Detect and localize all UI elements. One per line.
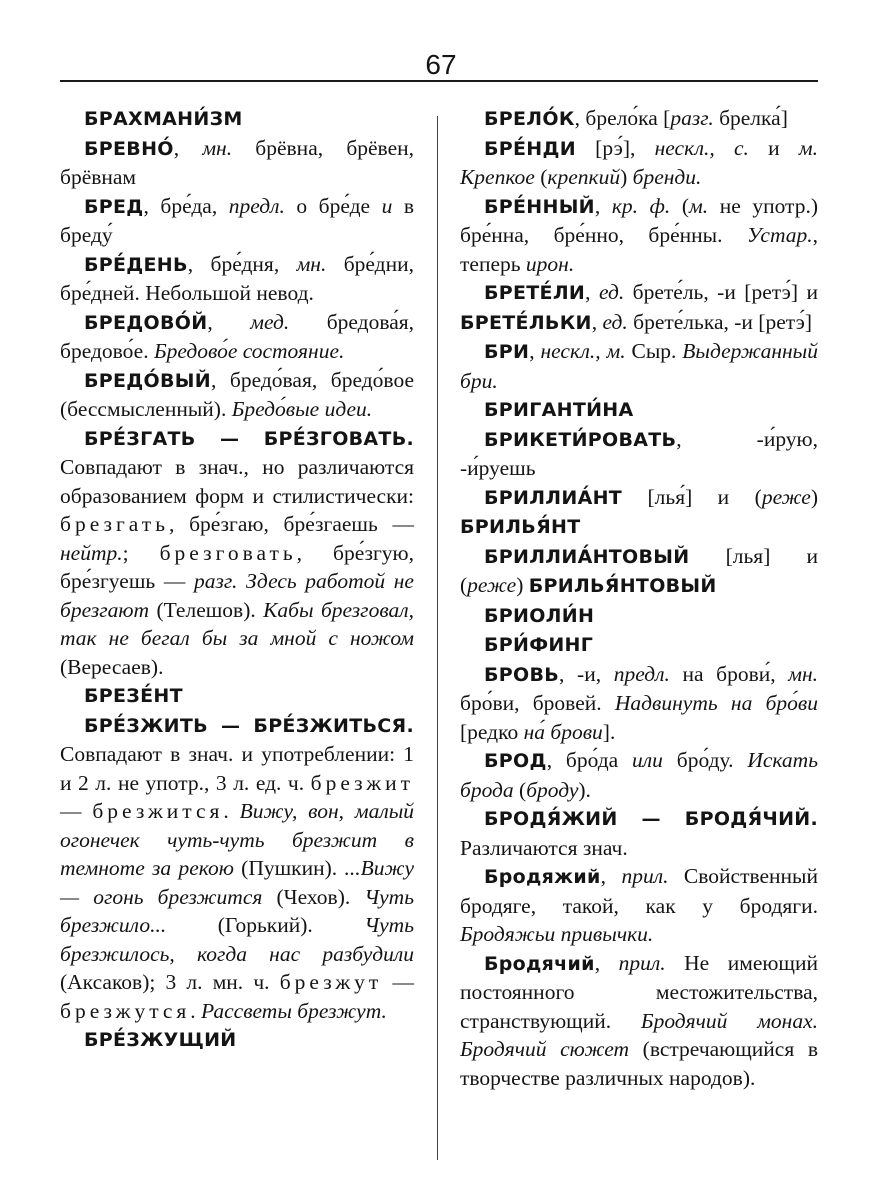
italic-text: нейтр. <box>60 540 123 565</box>
headword: БРЕ́ЗЖИТЬ — БРЕ́ЗЖИТЬСЯ. <box>84 714 414 737</box>
entry-text: Совпадают в знач., но различаются образованием форм и стилистически: <box>60 455 414 508</box>
dictionary-entry <box>60 681 414 711</box>
italic-text: нескл., м. <box>540 339 626 363</box>
italic-text: и <box>381 193 393 218</box>
entry-text: , <box>207 309 251 334</box>
dictionary-entry <box>460 862 818 949</box>
italic-text: Бредово́е состояние. <box>153 339 345 363</box>
italic-text: на́ брови <box>523 719 603 744</box>
entry-text: брёвна, брёвен, брёвнам <box>60 135 414 189</box>
italic-text: ирон. <box>525 251 575 276</box>
italic-text: Кабы брезговал, так не бегал бы за мной с ножом <box>60 597 415 650</box>
italic-text: мн. <box>202 135 233 160</box>
headword: БРЕТЕ́ЛИ <box>484 282 586 304</box>
entry-text: , <box>529 339 541 363</box>
page-number: 67 <box>425 49 457 80</box>
entry-text: бро́ду. <box>662 748 748 772</box>
entry-text: , -и́рую, -и́руешь <box>460 426 818 480</box>
entry-text: , <box>173 135 203 160</box>
entry-text: , бре́дня, <box>187 251 297 276</box>
dictionary-entry <box>60 192 414 250</box>
headword: БРОВЬ <box>484 663 560 686</box>
italic-text: Выдержанный бри. <box>460 339 818 393</box>
dictionary-entry <box>460 804 818 862</box>
entry-text: (Горький). <box>166 913 365 937</box>
italic-text: ед. <box>598 280 625 304</box>
entry-text: , <box>594 193 612 218</box>
italic-text: разг. Здесь работой не брезгают <box>60 569 414 622</box>
headword: БРЕ́НДИ <box>484 137 576 160</box>
entry-text: ). <box>578 777 591 802</box>
entry-text: , -и, <box>559 661 614 686</box>
dictionary-entry <box>460 425 818 483</box>
dictionary-entry <box>460 630 818 660</box>
spaced-text: брезжут <box>279 970 383 994</box>
entry-text: (Телешов). <box>149 597 264 622</box>
entry-text: Совпадают в знач. и употреблении: 1 и 2 л. не употр., 3 л. ед. ч. <box>60 742 414 795</box>
entry-text: , <box>600 864 622 888</box>
italic-text: Чуть брезжилось, когда нас разбудили <box>60 913 414 966</box>
headword: БРЕ́ЗГАТЬ — БРЕ́ЗГОВАТЬ. <box>84 427 414 450</box>
headword: БРАХМАНИ́ЗМ <box>84 108 243 130</box>
entry-text: ( <box>534 165 548 189</box>
italic-text: мед. <box>250 309 290 334</box>
headword: БРИЛЬЯ́НТОВЫЙ <box>528 575 717 597</box>
italic-text: крепкий <box>547 165 621 189</box>
headword: БРИОЛИ́Н <box>484 604 595 627</box>
header-rule <box>60 80 818 82</box>
entry-text: , бредо́вая, бредо́вое (бессмысленный). <box>60 367 414 421</box>
left-column <box>60 104 414 1055</box>
italic-text: мн. <box>788 661 818 686</box>
italic-text: предл. <box>613 661 670 686</box>
entry-text: . <box>190 998 202 1023</box>
headword: БРЕЗЕ́НТ <box>84 685 183 707</box>
entry-text: ) <box>516 573 529 597</box>
spaced-text: брезжутся <box>60 998 191 1023</box>
headword: БРЕТЕ́ЛЬКИ <box>460 311 592 334</box>
dictionary-entry <box>460 104 818 134</box>
spaced-text: брезжит <box>310 770 414 795</box>
entry-text: (Чехов). <box>262 884 365 909</box>
entry-text: в бреду́ <box>60 193 414 247</box>
entry-text: бре́дни, бре́дней. Небольшой невод. <box>60 251 414 305</box>
italic-text: Надвинуть на бро́ви <box>614 691 818 715</box>
spaced-text: брезгать <box>60 512 169 536</box>
entry-text: ]. <box>602 719 616 744</box>
entry-text: — <box>382 970 414 994</box>
dictionary-entry <box>60 424 414 682</box>
italic-text: м. <box>689 193 709 218</box>
italic-text: Бродячий монах. Бродячий сюжет <box>460 1008 818 1061</box>
italic-text: ед. <box>602 309 628 334</box>
dictionary-entry <box>460 337 818 395</box>
entry-text: ( <box>513 777 527 802</box>
entry-text: Свойственный бродяге, такой, как у бродяги. <box>460 864 819 918</box>
headword: БРЕВНО́ <box>84 137 174 160</box>
entry-text: о бре́де <box>284 193 382 218</box>
headword: БРИКЕТИ́РОВАТЬ <box>484 428 677 451</box>
entry-text: . <box>223 799 240 823</box>
right-column <box>460 104 818 1092</box>
headword: БРЕДО́ВЫЙ <box>84 369 211 392</box>
entry-text: ) <box>620 165 633 189</box>
entry-text: , теперь <box>460 223 818 276</box>
entry-text: брете́лька, -и [ретэ́] <box>627 309 813 334</box>
italic-text: Бродяжьи привычки. <box>460 922 654 946</box>
spaced-text: брезжится <box>92 799 224 823</box>
entry-text: на брови́, <box>669 661 789 686</box>
headword: БРИГАНТИ́НА <box>484 399 634 421</box>
entry-text: [рэ́], <box>575 135 655 160</box>
dictionary-entry <box>460 746 818 804</box>
headword: БРЕЛО́К <box>484 108 575 130</box>
dictionary-entry <box>60 1025 414 1055</box>
entry-text: бро́ви, бровей. <box>460 691 615 715</box>
entry-text: (Вересаев). <box>60 654 164 679</box>
headword: БРОДЯ́ЖИЙ — БРОДЯ́ЧИЙ. <box>484 808 818 830</box>
entry-text: Различаются знач. <box>460 835 628 860</box>
headword: БРЕДОВО́Й <box>84 311 208 334</box>
italic-text: м. Крепкое <box>460 135 818 189</box>
entry-text: ) <box>810 484 818 509</box>
dictionary-entry <box>60 308 414 366</box>
italic-text: кр. ф. <box>611 193 671 218</box>
italic-text: реже <box>467 573 517 597</box>
dictionary-entry <box>60 134 414 192</box>
italic-text: прил. <box>618 950 666 975</box>
headword: БРИЛЛИА́НТОВЫЙ <box>484 545 690 568</box>
dictionary-entry <box>60 250 414 308</box>
dictionary-entry <box>460 601 818 631</box>
entry-text: , брело́ка [ <box>574 106 671 130</box>
headword: БРЕ́ДЕНЬ <box>84 253 188 276</box>
entry-text: , <box>594 950 619 975</box>
italic-text: Рассветы брезжут. <box>201 998 387 1023</box>
italic-text: ...Вижу — огонь брезжится <box>60 856 414 909</box>
entry-text: [лья] и ( <box>460 543 818 597</box>
headword: БРИЛЬЯ́НТ <box>460 516 581 538</box>
dictionary-entry <box>460 134 818 192</box>
dictionary-entry <box>460 542 818 601</box>
dictionary-entry <box>460 278 818 337</box>
headword: БРИЛЛИА́НТ <box>484 486 623 509</box>
entry-text: (встречающийся в творчестве различных народов). <box>460 1037 818 1090</box>
entry-text: ( <box>670 193 690 218</box>
headword: БРЕ́ЗЖУЩИЙ <box>84 1029 237 1051</box>
italic-text: Устар. <box>746 223 813 247</box>
entry-text: [редко <box>460 719 524 744</box>
entry-text: , <box>591 309 603 334</box>
italic-text: Искать брода <box>460 748 818 802</box>
italic-text: разг. <box>670 106 714 130</box>
headword: БРЕ́ННЫЙ <box>484 195 595 218</box>
dictionary-entry <box>460 483 818 542</box>
italic-text: прил. <box>621 864 669 888</box>
headword: БРЕД <box>84 195 144 218</box>
dictionary-entry <box>60 711 414 1026</box>
italic-text: Бредо́вые идеи. <box>231 397 373 421</box>
italic-text: Вижу, вон, малый огонечек чуть-чуть брезжит в темноте за рекою <box>60 799 415 880</box>
italic-text: или <box>632 748 663 772</box>
italic-text: предл. <box>228 193 285 218</box>
entry-text: [лья́] и ( <box>622 484 762 509</box>
headword: БРОД <box>484 750 547 772</box>
dictionary-entry <box>460 395 818 425</box>
entry-text: и <box>748 135 799 160</box>
entry-text: Не имеющий постоянного местожительства, странствующий. <box>460 950 819 1033</box>
dictionary-entry <box>60 366 414 424</box>
entry-text: ; <box>122 540 160 565</box>
column-divider <box>437 116 438 1160</box>
entry-text: , бро́да <box>546 748 633 772</box>
italic-text: броду <box>526 777 579 802</box>
entry-text: не употр.) бре́нна, бре́нно, бре́нны. <box>460 193 819 247</box>
italic-text: реже <box>761 484 811 509</box>
entry-text: , бре́згую, бре́згуешь — <box>60 540 414 593</box>
headword: Бродячий <box>484 952 595 975</box>
italic-text: Чуть брезжило... <box>60 884 414 937</box>
entry-text: Сыр. <box>625 339 683 363</box>
entry-text: брелка́] <box>713 106 788 130</box>
entry-text: брете́ль, -и [ретэ́] и <box>624 280 818 304</box>
entry-text: (Пушкин). <box>233 856 345 880</box>
entry-text: , бре́згаю, бре́згаешь — <box>169 512 414 536</box>
italic-text: мн. <box>296 251 327 276</box>
italic-text: бренди. <box>632 165 702 189</box>
headword: БРИ <box>484 341 530 363</box>
dictionary-entry <box>460 660 818 747</box>
headword: БРИ́ФИНГ <box>484 634 594 656</box>
dictionary-entry <box>60 104 414 134</box>
entry-text: — <box>60 799 93 823</box>
headword: Бродяжий <box>484 866 601 888</box>
dictionary-entry <box>460 192 818 279</box>
entry-text: , <box>585 280 599 304</box>
entry-text: , бре́да, <box>143 193 229 218</box>
entry-text: (Аксаков); 3 л. мн. ч. <box>60 970 280 994</box>
spaced-text: брезговать <box>159 540 297 565</box>
entry-text: бредова́я, бредово́е. <box>60 309 415 363</box>
italic-text: нескл., с. <box>654 135 749 160</box>
dictionary-entry <box>460 949 818 1093</box>
